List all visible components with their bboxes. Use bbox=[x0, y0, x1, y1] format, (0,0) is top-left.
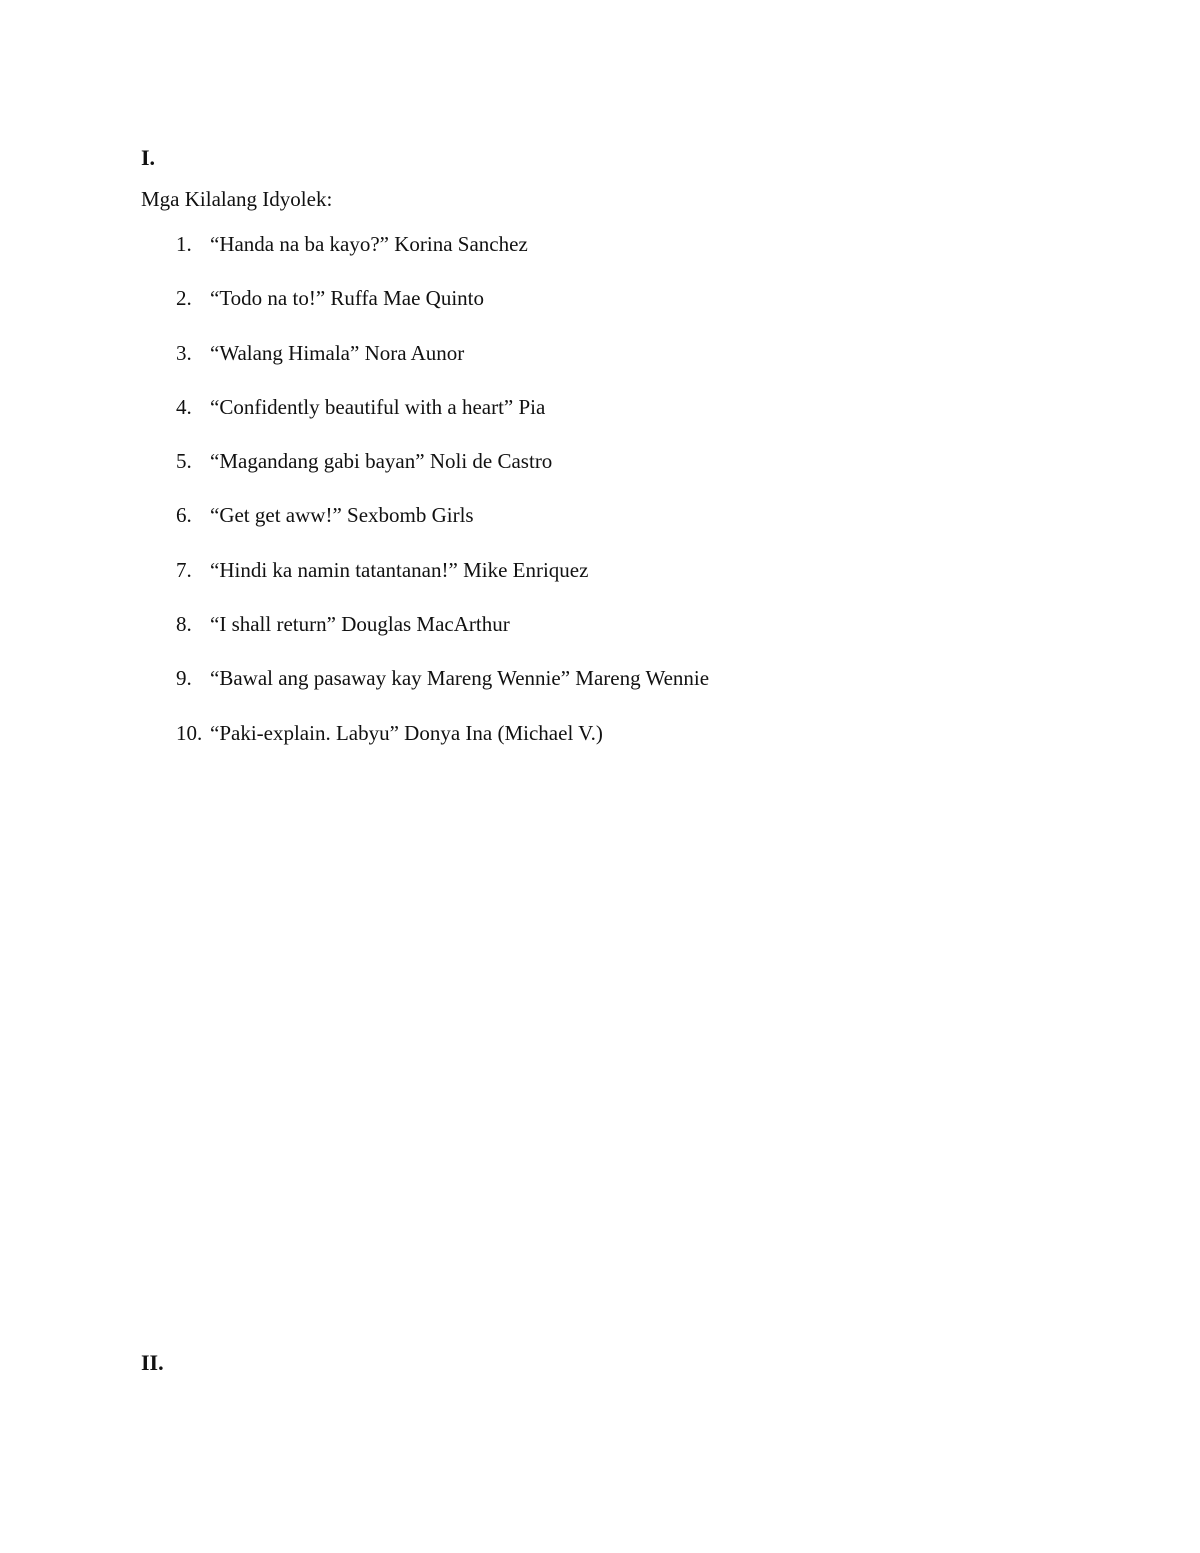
section-heading-2: II. bbox=[141, 1350, 164, 1375]
list-item-number: 10. bbox=[176, 720, 203, 745]
list-item-number: 8. bbox=[176, 612, 192, 637]
list-item-number: 5. bbox=[176, 449, 192, 474]
list-item-number: 7. bbox=[176, 557, 192, 582]
list-item-number: 1. bbox=[176, 232, 192, 256]
list-item-number: 4. bbox=[176, 394, 192, 419]
list-item-text: “Confidently beautiful with a heart” Pia bbox=[210, 394, 546, 419]
list-item-text: “Get get aww!” Sexbomb Girls bbox=[210, 503, 474, 528]
list-item-text: “Walang Himala” Nora Aunor bbox=[210, 340, 465, 365]
list-item-number: 2. bbox=[176, 286, 192, 311]
section-heading-1: I. bbox=[141, 145, 156, 170]
list-item-text: “Todo na to!” Ruffa Mae Quinto bbox=[210, 286, 484, 311]
list-item-text: “Bawal ang pasaway kay Mareng Wennie” Mareng Wennie bbox=[210, 666, 710, 691]
list-item-text: “Magandang gabi bayan” Noli de Castro bbox=[210, 449, 553, 474]
list-item-text: “Paki-explain. Labyu” Donya Ina (Michael V.) bbox=[210, 720, 603, 745]
list-item-number: 3. bbox=[176, 340, 192, 365]
intro-text: Mga Kilalang Idyolek: bbox=[141, 187, 333, 211]
list-item-text: “Handa na ba kayo?” Korina Sanchez bbox=[210, 232, 528, 256]
list-item-text: “Hindi ka namin tatantanan!” Mike Enriquez bbox=[210, 557, 589, 582]
list-item-text: “I shall return” Douglas MacArthur bbox=[210, 612, 510, 637]
list-item-number: 6. bbox=[176, 503, 192, 528]
list-item-number: 9. bbox=[176, 666, 192, 691]
